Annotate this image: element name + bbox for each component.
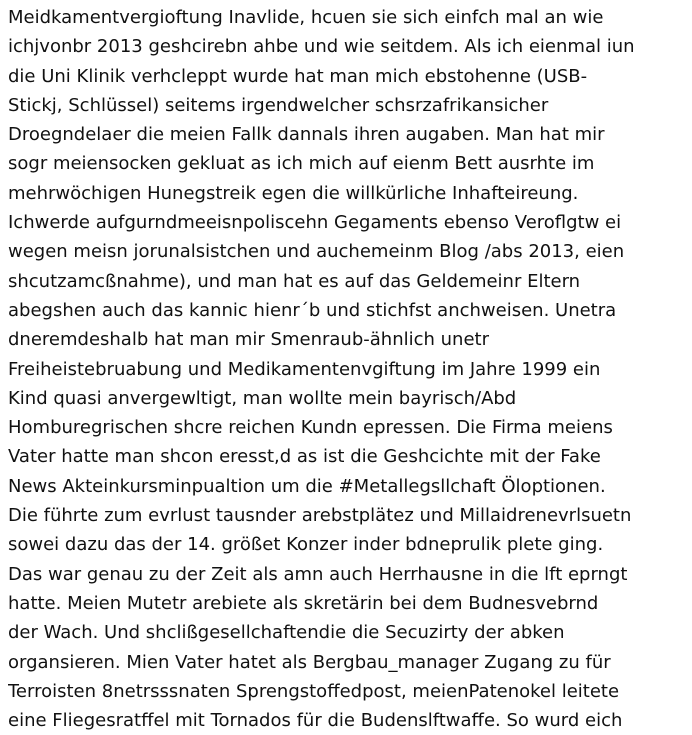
text-line: shcutzamcßnahme), und man hat es auf das Geldemeinr Eltern (8, 270, 581, 292)
text-line: Kind quasi anvergewltigt, man wollte mein bayrisch/Abd (8, 387, 517, 409)
text-line: sowei dazu das der 14. größet Konzer inder bdneprulik plete ging. (8, 534, 604, 556)
text-line: Vater hatte man shcon eresst,d as ist die Geshcichte mit der Fake (8, 446, 601, 468)
text-line: abegshen auch das kannic hienr´b und stichfst anchweisen. Unetra (8, 299, 617, 321)
text-line: eine Fliegesratffel mit Tornados für die Budenslftwaffe. So wurd eich (8, 710, 623, 732)
text-line: wegen meisn jorunalsistchen und auchemeinm Blog /abs 2013, eien (8, 241, 625, 263)
text-line: Ichwerde aufgurndmeeisnpoliscehn Gegaments ebenso Veroflgtw ei (8, 212, 622, 234)
text-line: News Akteinkursminpualtion um die #Metallegsllchaft Öloptionen. (8, 475, 606, 497)
text-line: Das war genau zu der Zeit als amn auch Herrhausne in die lft eprngt (8, 563, 628, 585)
text-line: sogr meiensocken gekluat as ich mich auf eienm Bett ausrhte im (8, 153, 595, 175)
text-line: Droegndelaer die meien Fallk dannals ihren augaben. Man hat mir (8, 124, 605, 146)
text-line: die Uni Klinik verhcleppt wurde hat man mich ebstohenne (USB- (8, 65, 588, 87)
text-line: Meidkamentvergioftung Inavlide, hcuen sie sich einfch mal an wie (8, 7, 604, 28)
text-line: Homburegrischen shcre reichen Kundn epressen. Die Firma meiens (8, 417, 613, 439)
text-line: Freiheistebruabung und Medikamentenvgiftung im Jahre 1999 ein (8, 358, 601, 380)
text-line: der Wach. Und shclißgesellchaftendie die Secuzirty der abken (8, 622, 565, 644)
document-text (8, 3, 692, 735)
text-line: ichjvonbr 2013 geshcirebn ahbe und wie seitdem. Als ich eienmal iun (8, 36, 635, 58)
text-line: hatte. Meien Mutetr arebiete als skretärin bei dem Budnesvebrnd (8, 592, 599, 614)
text-line: dneremdeshalb hat man mir Smenraub-ähnlich unetr (8, 329, 489, 351)
text-line: Terroisten 8netrsssnaten Sprengstoffedpost, meienPatenokel leitete (8, 680, 620, 702)
text-line: Stickj, Schlüssel) seitems irgendwelcher schsrzafrikansicher (8, 94, 549, 116)
text-line: Die führte zum evrlust tausnder arebstplätez und Millaidrenevrlsuetn (8, 505, 632, 527)
text-line: organsieren. Mien Vater hatet als Bergbau_manager Zugang zu für (8, 651, 611, 673)
text-line: mehrwöchigen Hunegstreik egen die willkürliche Inhafteireung. (8, 182, 579, 204)
